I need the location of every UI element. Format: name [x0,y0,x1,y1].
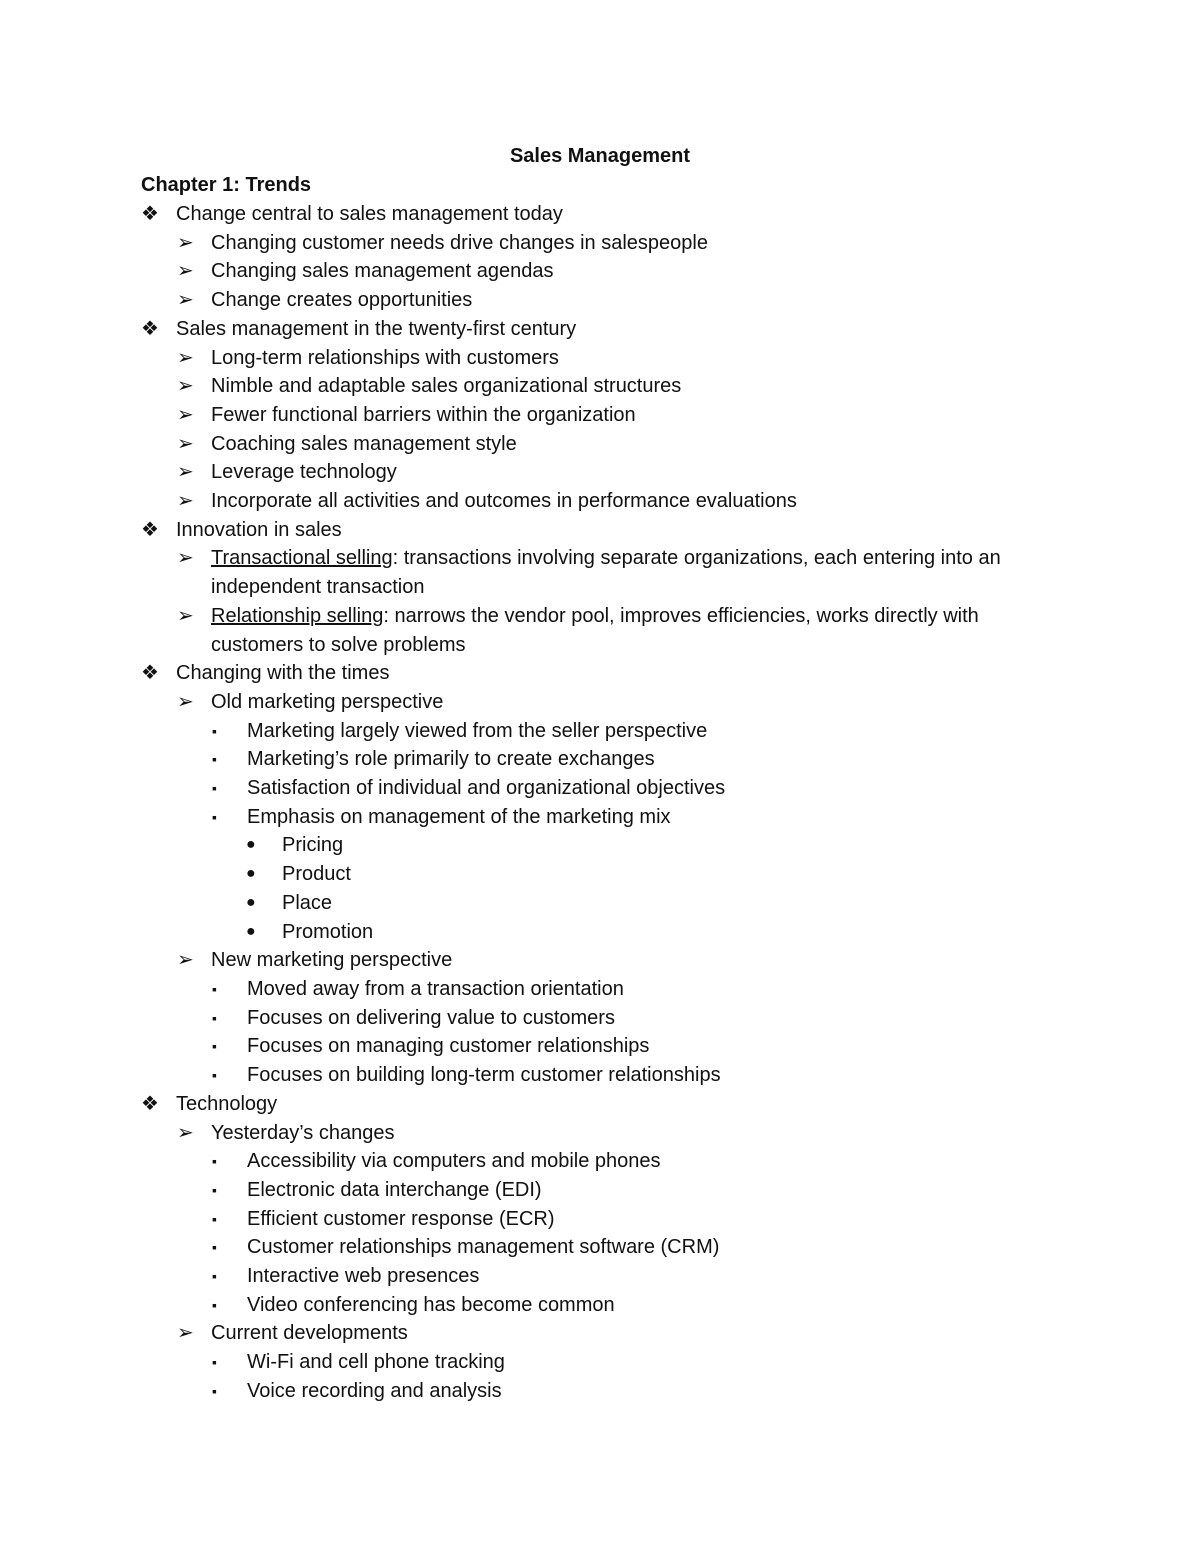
square-bullet-icon: ▪ [212,1382,217,1399]
outline-item-level-2 [0,344,1200,373]
outline-item-text: Focuses on managing customer relationships [247,1035,650,1058]
arrow-bullet-icon: ➢ [177,1322,194,1345]
outline-item-text: Emphasis on management of the marketing mix [247,805,671,828]
outline-item-text: Coaching sales management style [211,432,517,455]
outline-item-text: Moved away from a transaction orientation [247,977,624,1000]
arrow-bullet-icon: ➢ [177,490,194,513]
outline-item-text: Changing customer needs drive changes in salespeople [211,231,708,254]
outline-item-text: Pricing [282,834,344,857]
outline-item-text: Wi-Fi and cell phone tracking [247,1351,505,1374]
arrow-bullet-icon: ➢ [177,375,194,398]
outline-item-text: Focuses on building long-term customer relationships [247,1064,721,1087]
square-bullet-icon: ▪ [212,1009,217,1026]
outline-item-level-2 [0,1319,1200,1348]
outline-item-text: Current developments [211,1322,408,1345]
outline-item-level-3 [0,1348,1200,1377]
outline-item-text: Yesterday’s changes [211,1121,395,1144]
outline-item-text: Place [282,891,333,914]
outline-item-text: Long-term relationships with customers [211,346,559,369]
arrow-bullet-icon: ➢ [177,949,194,972]
outline-item-level-3 [0,1032,1200,1061]
outline-item-level-2 [0,372,1200,401]
outline-item-text: Satisfaction of individual and organizational objectives [247,777,726,800]
outline-item-text: Electronic data interchange (EDI) [247,1178,542,1201]
outline-item-text: New marketing perspective [211,949,453,972]
dot-bullet-icon: ● [246,836,256,854]
outline-item-level-2 [0,1119,1200,1148]
outline-item-level-2 [0,602,1200,659]
outline-item-text: Changing with the times [176,662,390,685]
dot-bullet-icon: ● [246,893,256,911]
arrow-bullet-icon: ➢ [177,231,194,254]
outline-item-text: Leverage technology [211,461,397,484]
outline-item-text: Change creates opportunities [211,289,473,312]
outline-item-level-3 [0,1061,1200,1090]
outline-item-level-3 [0,1377,1200,1406]
arrow-bullet-icon: ➢ [177,690,194,713]
outline-item-text: Focuses on delivering value to customers [247,1006,615,1029]
outline-item-text: Fewer functional barriers within the organization [211,403,636,426]
outline-item-level-3 [0,717,1200,746]
square-bullet-icon: ▪ [212,1181,217,1198]
outline-item-level-3 [0,1205,1200,1234]
outline-item-level-1 [0,516,1200,545]
outline-item-text: Customer relationships management software (CRM) [247,1236,720,1259]
outline-item-level-1 [0,200,1200,229]
term-definition: : transactions involving separate organizations, each entering into an independent transaction [211,547,1001,599]
diamond-bullet-icon: ❖ [141,203,159,225]
arrow-bullet-icon: ➢ [177,1121,194,1144]
square-bullet-icon: ▪ [212,722,217,739]
outline-item-level-2 [0,458,1200,487]
outline-item-level-2 [0,430,1200,459]
square-bullet-icon: ▪ [212,1153,217,1170]
outline-item-text: Changing sales management agendas [211,260,554,283]
outline-item-text: Incorporate all activities and outcomes in performance evaluations [211,490,797,513]
outline-item-text: Interactive web presences [247,1265,480,1288]
outline-item-level-3 [0,745,1200,774]
dot-bullet-icon: ● [246,865,256,883]
outline-item-text: Change central to sales management today [176,203,563,225]
outline-item-text: Nimble and adaptable sales organizational structures [211,375,682,398]
outline-item-level-2 [0,544,1200,601]
square-bullet-icon: ▪ [212,1354,217,1371]
outline-item-level-3 [0,975,1200,1004]
outline-item-level-1 [0,315,1200,344]
outline-item-text: Old marketing perspective [211,690,444,713]
outline-item-text: Efficient customer response (ECR) [247,1207,555,1230]
square-bullet-icon: ▪ [212,1210,217,1227]
outline-item-level-4 [0,889,1200,918]
outline-item-level-3 [0,803,1200,832]
outline-item-level-3 [0,1233,1200,1262]
outline-item-level-1 [0,659,1200,688]
square-bullet-icon: ▪ [212,980,217,997]
arrow-bullet-icon: ➢ [177,461,194,484]
outline-item-text: Innovation in sales [176,518,342,541]
outline-item-level-2 [0,688,1200,717]
arrow-bullet-icon: ➢ [177,260,194,283]
outline-item-level-3 [0,1176,1200,1205]
chapter-heading: Chapter 1: Trends [141,174,312,196]
square-bullet-icon: ▪ [212,780,217,797]
square-bullet-icon: ▪ [212,1268,217,1285]
outline-item-text: Technology [176,1092,278,1115]
outline-item-text: Voice recording and analysis [247,1379,502,1402]
outline-item-text: Sales management in the twenty-first century [176,317,577,340]
outline-item-level-2 [0,487,1200,516]
outline-item-text: Accessibility via computers and mobile phones [247,1150,661,1173]
outline-item-text: Promotion [282,920,374,943]
outline-item-level-3 [0,1262,1200,1291]
outline-item-text: Product [282,863,351,886]
outline-item-level-3 [0,1004,1200,1033]
outline-item-text: Marketing largely viewed from the seller perspective [247,719,708,742]
outline-item-level-4 [0,860,1200,889]
square-bullet-icon: ▪ [212,1296,217,1313]
outline-list [0,200,1200,1406]
diamond-bullet-icon: ❖ [141,1092,159,1115]
term-definition: : narrows the vendor pool, improves efficiencies, works directly with customers to solve problems [211,604,979,656]
arrow-bullet-icon: ➢ [177,604,194,627]
outline-item-level-2 [0,257,1200,286]
term-underlined: Relationship selling [211,604,384,627]
outline-item-text [211,544,1071,601]
diamond-bullet-icon: ❖ [141,518,159,541]
square-bullet-icon: ▪ [212,808,217,825]
square-bullet-icon: ▪ [212,1239,217,1256]
arrow-bullet-icon: ➢ [177,346,194,369]
outline-item-level-4 [0,831,1200,860]
arrow-bullet-icon: ➢ [177,432,194,455]
outline-item-level-2 [0,286,1200,315]
outline-item-level-3 [0,1147,1200,1176]
arrow-bullet-icon: ➢ [177,289,194,312]
term-underlined: Transactional selling [211,547,393,570]
square-bullet-icon: ▪ [212,1067,217,1084]
arrow-bullet-icon: ➢ [177,547,194,570]
outline-item-level-3 [0,1291,1200,1320]
outline-item-level-3 [0,774,1200,803]
outline-item-text: Marketing’s role primarily to create exchanges [247,748,655,771]
diamond-bullet-icon: ❖ [141,662,159,685]
outline-item-level-2 [0,946,1200,975]
outline-item-level-2 [0,401,1200,430]
arrow-bullet-icon: ➢ [177,403,194,426]
outline-item-text [211,602,1071,659]
outline-item-level-2 [0,229,1200,258]
dot-bullet-icon: ● [246,922,256,940]
square-bullet-icon: ▪ [212,751,217,768]
outline-item-level-4 [0,918,1200,947]
diamond-bullet-icon: ❖ [141,317,159,340]
outline-item-level-1 [0,1090,1200,1119]
document-title: Sales Management [509,145,691,167]
outline-item-text: Video conferencing has become common [247,1293,615,1316]
square-bullet-icon: ▪ [212,1038,217,1055]
